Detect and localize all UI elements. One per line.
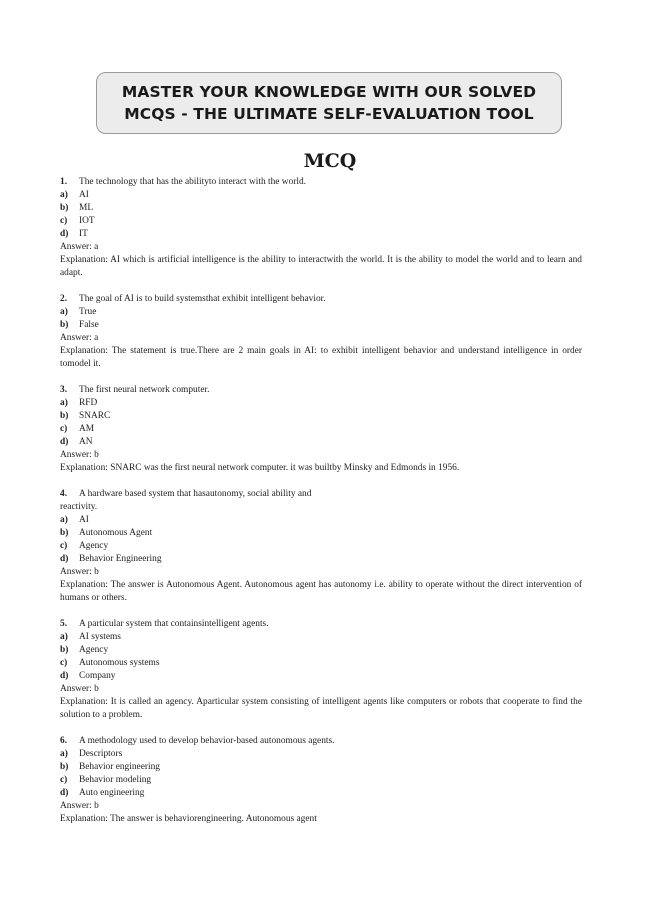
question-list — [60, 176, 582, 839]
question-5 — [60, 618, 582, 722]
option-text: AI systems — [79, 632, 121, 642]
answer: Answer: a — [60, 242, 99, 252]
question-line — [60, 618, 582, 631]
option-text: AI — [79, 190, 89, 200]
option-text: Behavior modeling — [79, 775, 152, 785]
option-text: AI — [79, 515, 89, 525]
option-b — [60, 410, 582, 423]
question-number: 6. — [60, 736, 68, 746]
page-title: MCQ — [303, 150, 357, 172]
explanation: Explanation: AI which is artificial intelligence is the ability to interactwith the world. It is the ability to model the world and to learn and adapt. — [60, 255, 582, 278]
question-text: A particular system that containsintelligent agents. — [79, 619, 269, 629]
option-b — [60, 202, 582, 215]
option-d — [60, 436, 582, 449]
option-text: SNARC — [79, 411, 111, 421]
option-key: c) — [60, 775, 68, 785]
answer: Answer: b — [60, 450, 99, 460]
option-text: Behavior engineering — [79, 762, 160, 772]
option-text: IT — [79, 229, 88, 239]
question-line — [60, 293, 582, 306]
option-text: Autonomous Agent — [79, 528, 153, 538]
question-text: The goal of AI is to build systemsthat exhibit intelligent behavior. — [79, 294, 326, 304]
question-number: 4. — [60, 489, 68, 499]
option-a — [60, 631, 582, 644]
option-key: d) — [60, 554, 69, 564]
answer: Answer: b — [60, 684, 99, 694]
option-text: AN — [79, 437, 93, 447]
explanation: Explanation: It is called an agency. Aparticular system consisting of intelligent agents like computers or robots that cooperate to find the solution to a problem. — [60, 697, 582, 720]
banner-line-2: MCQS - THE ULTIMATE SELF-EVALUATION TOOL — [124, 105, 534, 123]
question-4 — [60, 488, 582, 605]
explanation: Explanation: The statement is true.There are 2 main goals in AI: to exhibit intelligent behavior and understand intelligence in order tomodel it. — [60, 346, 582, 369]
option-c — [60, 657, 582, 670]
option-b — [60, 761, 582, 774]
option-text: ML — [79, 203, 94, 213]
question-3 — [60, 384, 582, 475]
question-text: The first neural network computer. — [79, 385, 210, 395]
option-key: c) — [60, 424, 68, 434]
option-text: Behavior Engineering — [79, 554, 162, 564]
question-number: 1. — [60, 177, 68, 187]
option-key: a) — [60, 190, 68, 200]
option-d — [60, 228, 582, 241]
question-line — [60, 176, 582, 189]
question-6 — [60, 735, 582, 826]
option-text: AM — [79, 424, 95, 434]
option-key: b) — [60, 645, 69, 655]
option-text: Autonomous systems — [79, 658, 160, 668]
option-text: RFD — [79, 398, 98, 408]
option-key: d) — [60, 437, 69, 447]
option-text: Auto engineering — [79, 788, 145, 798]
question-number: 2. — [60, 294, 68, 304]
option-text: Agency — [79, 541, 109, 551]
option-a — [60, 748, 582, 761]
option-key: a) — [60, 398, 68, 408]
option-key: b) — [60, 320, 69, 330]
option-a — [60, 514, 582, 527]
banner-text — [122, 81, 536, 125]
option-a — [60, 306, 582, 319]
answer: Answer: b — [60, 801, 99, 811]
header-banner — [96, 72, 562, 134]
option-key: b) — [60, 762, 69, 772]
option-c — [60, 215, 582, 228]
answer: Answer: b — [60, 567, 99, 577]
option-key: b) — [60, 411, 69, 421]
question-text: The technology that has the abilityto interact with the world. — [79, 177, 307, 187]
option-text: Company — [79, 671, 116, 681]
option-a — [60, 189, 582, 202]
question-number: 3. — [60, 385, 68, 395]
option-key: a) — [60, 632, 68, 642]
option-key: b) — [60, 203, 69, 213]
explanation: Explanation: The answer is Autonomous Agent. Autonomous agent has autonomy i.e. ability to operate without the direct intervention of humans or others. — [60, 580, 582, 603]
option-d — [60, 553, 582, 566]
option-key: d) — [60, 671, 69, 681]
option-d — [60, 670, 582, 683]
option-b — [60, 644, 582, 657]
option-key: b) — [60, 528, 69, 538]
option-key: d) — [60, 229, 69, 239]
question-text: A methodology used to develop behavior-based autonomous agents. — [79, 736, 335, 746]
explanation: Explanation: SNARC was the first neural network computer. it was builtby Minsky and Edmonds in 1956. — [60, 463, 460, 473]
banner-line-1: MASTER YOUR KNOWLEDGE WITH OUR SOLVED — [121, 83, 537, 101]
question-2 — [60, 293, 582, 371]
option-d — [60, 787, 582, 800]
option-key: c) — [60, 216, 68, 226]
question-line — [60, 735, 582, 748]
option-a — [60, 397, 582, 410]
question-text-continued: reactivity. — [60, 502, 98, 512]
option-key: a) — [60, 307, 68, 317]
option-text: False — [79, 320, 99, 330]
option-b — [60, 527, 582, 540]
option-key: c) — [60, 658, 68, 668]
option-c — [60, 774, 582, 787]
option-text: True — [79, 307, 97, 317]
option-c — [60, 540, 582, 553]
option-key: a) — [60, 749, 68, 759]
question-line — [60, 488, 582, 501]
option-text: IOT — [79, 216, 95, 226]
answer: Answer: a — [60, 333, 99, 343]
question-number: 5. — [60, 619, 68, 629]
explanation: Explanation: The answer is behaviorengineering. Autonomous agent — [60, 814, 317, 824]
option-text: Agency — [79, 645, 109, 655]
option-key: a) — [60, 515, 68, 525]
option-key: d) — [60, 788, 69, 798]
option-c — [60, 423, 582, 436]
question-1 — [60, 176, 582, 280]
option-key: c) — [60, 541, 68, 551]
option-text: Descriptors — [79, 749, 123, 759]
question-text: A hardware based system that hasautonomy, social ability and — [79, 489, 312, 499]
option-b — [60, 319, 582, 332]
question-line — [60, 384, 582, 397]
